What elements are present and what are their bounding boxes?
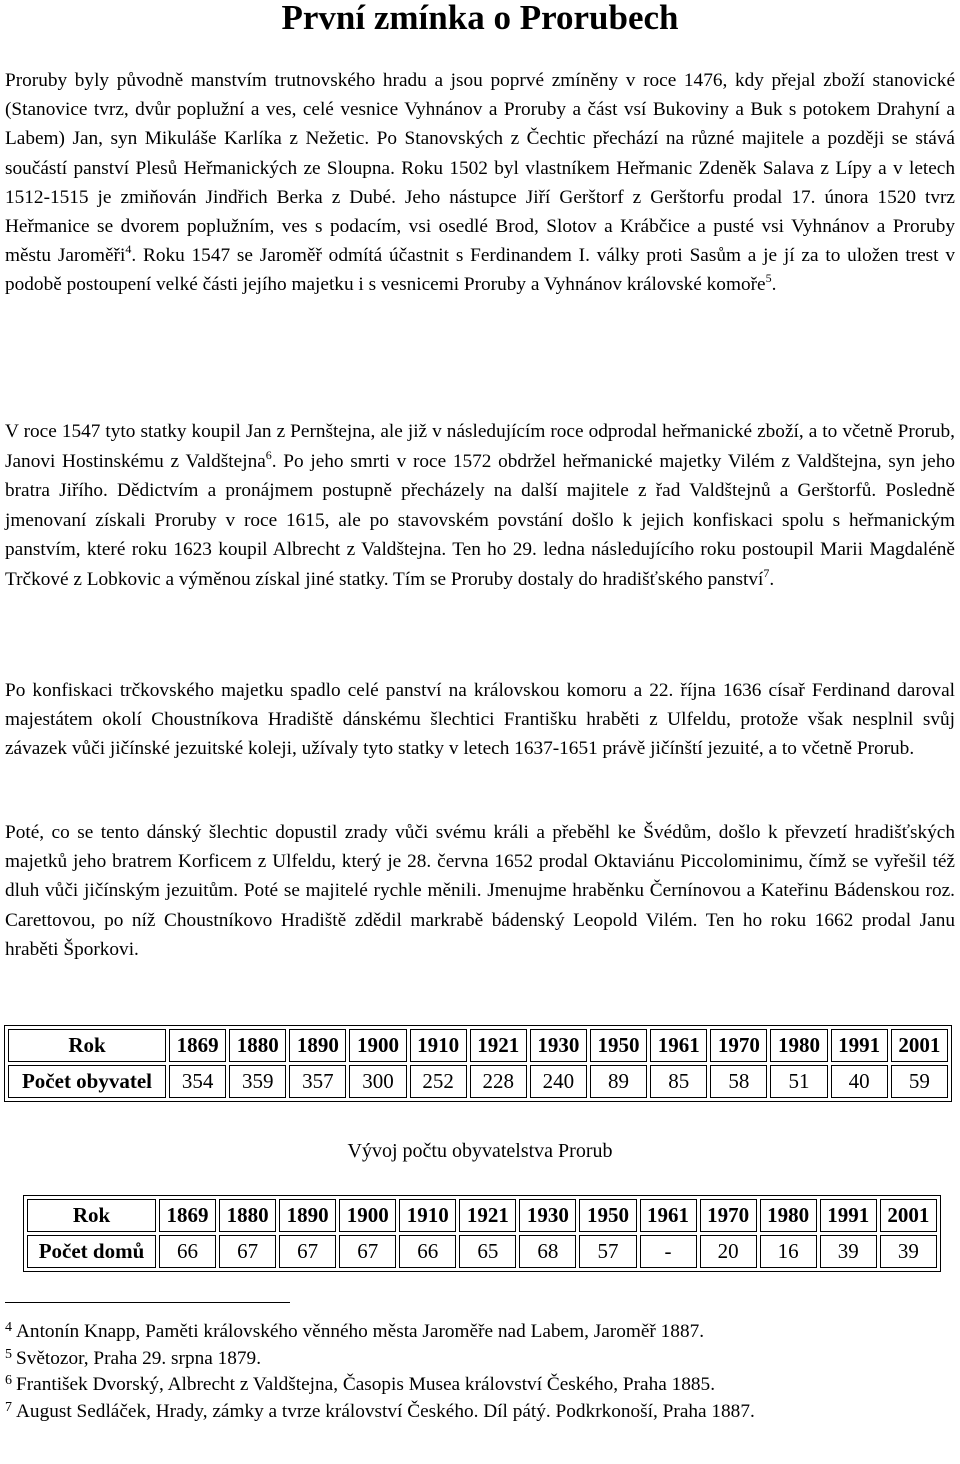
- footnote-ref-5: 5: [765, 271, 772, 286]
- population-value-cell: 59: [891, 1065, 948, 1098]
- footnote-item: [5, 1372, 955, 1398]
- footnote-number: 5: [5, 1346, 12, 1362]
- houses-value-cell: 66: [399, 1235, 456, 1268]
- population-year-cell: 2001: [891, 1029, 948, 1062]
- population-value-cell: 228: [470, 1065, 527, 1098]
- population-year-cell: 1890: [289, 1029, 346, 1062]
- houses-year-cell: 1900: [339, 1199, 396, 1232]
- table-caption: Vývoj počtu obyvatelstva Prorub: [347, 1140, 613, 1162]
- houses-value-cell: 67: [339, 1235, 396, 1268]
- houses-year-cell: 1930: [519, 1199, 576, 1232]
- houses-value-cell: 20: [700, 1235, 757, 1268]
- houses-value-cell: 68: [519, 1235, 576, 1268]
- page-title: První zmínka o Prorubech: [281, 0, 679, 37]
- houses-year-cell: 1880: [219, 1199, 276, 1232]
- population-value-cell: 240: [530, 1065, 587, 1098]
- paragraph-1-text-a: Proruby byly původně manstvím trutnovského hradu a jsou poprvé zmíněny v roce 1476, kdy přejal zboží stanovické (Stanovice tvrz, dvůr poplužní a ves, celé vesnice Vyhnánov a Proruby a část vsí Bukoviny a Buk s potokem Drahyní a Labem) Jan, syn Mikuláše Karlíka z Nežetic. Po Stanovských z Čechtic přechází na různé majitele a později se stává součástí panství Plesů Heřmanických ze Sloupna. Roku 1502 byl vlastníkem Heřmanic Zdeněk Salava z Lípy a v letech 1512-1515 je zmiňován Jindřich Berka z Dubé. Jeho nástupce Jiří Gerštorf z Gerštorfu prodal 17. února 1520 tvrz Heřmanice se dvorem poplužním, ves s podacím, vsi osedlé Brod, Slotov a Krábčice a pusté vsi Vyhnánov a Proruby městu Jaroměři: [5, 70, 955, 267]
- footnote-item: [5, 1319, 955, 1345]
- paragraph-2-text-a: V roce 1547 tyto statky koupil Jan z Pernštejna, ale již v následujícím roce odprodal heřmanické zboží, a to včetně Prorub, Janovi Hostinskému z Valdštejna: [5, 421, 955, 472]
- houses-year-cell: 2001: [880, 1199, 937, 1232]
- footnote-ref-4: 4: [125, 242, 132, 257]
- houses-row-label-count: Počet domů: [27, 1235, 156, 1268]
- population-value-cell: 359: [229, 1065, 286, 1098]
- population-value-cell: 357: [289, 1065, 346, 1098]
- population-value-cell: 40: [831, 1065, 888, 1098]
- houses-value-cell: 39: [820, 1235, 877, 1268]
- houses-value-cell: 67: [279, 1235, 336, 1268]
- footnotes: [5, 1319, 955, 1424]
- footnote-ref-7: 7: [763, 565, 770, 580]
- footnote-text: August Sedláček, Hrady, zámky a tvrze království Českého. Díl pátý. Podkrkonoší, Praha 1887.: [16, 1400, 755, 1422]
- population-table: [4, 1025, 952, 1102]
- population-year-cell: 1930: [530, 1029, 587, 1062]
- houses-year-row: [27, 1199, 937, 1232]
- population-year-cell: 1991: [831, 1029, 888, 1062]
- population-year-cell: 1910: [410, 1029, 467, 1062]
- footnote-number: 6: [5, 1373, 12, 1388]
- population-row-label-year: Rok: [8, 1029, 166, 1062]
- population-year-cell: 1980: [770, 1029, 827, 1062]
- footnote-item: [5, 1346, 955, 1372]
- houses-year-cell: 1910: [399, 1199, 456, 1232]
- paragraph-1-text-c: .: [771, 274, 777, 296]
- population-value-cell: 89: [590, 1065, 647, 1098]
- paragraph-1: [5, 66, 955, 300]
- population-year-cell: 1900: [349, 1029, 406, 1062]
- houses-value-row: [27, 1235, 937, 1268]
- population-value-cell: 51: [770, 1065, 827, 1098]
- population-year-cell: 1950: [590, 1029, 647, 1062]
- houses-value-cell: -: [640, 1235, 697, 1268]
- population-year-cell: 1921: [470, 1029, 527, 1062]
- paragraph-2-text-c: .: [769, 568, 775, 590]
- paragraph-3: Po konfiskaci trčkovského majetku spadlo celé panství na královskou komoru a 22. října 1636 císař Ferdinand daroval majestátem okolí Choustníkova Hradiště dánskému šlechtici Františku hraběti z Ulfeldu, protože však nesplnil svůj závazek vůči jičínské jezuitské koleji, užívaly tyto statky v letech 1637-1651 právě jičínští jezuité, a to včetně Prorub.: [5, 680, 955, 760]
- paragraph-2: [5, 417, 955, 595]
- population-row-label-count: Počet obyvatel: [8, 1065, 166, 1098]
- houses-year-cell: 1961: [640, 1199, 697, 1232]
- footnote-text: František Dvorský, Albrecht z Valdštejna, Časopis Musea království Českého, Praha 1885.: [16, 1374, 716, 1395]
- houses-table: [23, 1195, 941, 1272]
- population-year-cell: 1869: [169, 1029, 226, 1062]
- footnote-item: [5, 1399, 955, 1425]
- houses-value-cell: 57: [579, 1235, 636, 1268]
- population-year-cell: 1961: [650, 1029, 707, 1062]
- houses-year-cell: 1890: [279, 1199, 336, 1232]
- paragraph-1-text-b: . Roku 1547 se Jaroměř odmítá účastnit s Ferdinandem I. války proti Sasům a je jí za to uložen trest v podobě postoupení velké části jejího majetku i s vesnicemi Proruby a Vyhnánov královské komoře: [5, 245, 955, 296]
- population-value-cell: 85: [650, 1065, 707, 1098]
- houses-year-cell: 1950: [579, 1199, 636, 1232]
- population-year-cell: 1970: [710, 1029, 767, 1062]
- houses-value-cell: 16: [760, 1235, 817, 1268]
- houses-year-cell: 1921: [459, 1199, 516, 1232]
- population-value-row: [8, 1065, 948, 1098]
- population-value-cell: 252: [410, 1065, 467, 1098]
- houses-year-cell: 1991: [820, 1199, 877, 1232]
- houses-value-cell: 66: [159, 1235, 216, 1268]
- footnote-text: Světozor, Praha 29. srpna 1879.: [16, 1347, 262, 1369]
- footnote-ref-6: 6: [265, 447, 272, 462]
- houses-row-label-year: Rok: [27, 1199, 156, 1232]
- footnote-number: 4: [5, 1320, 12, 1335]
- population-value-cell: 300: [349, 1065, 406, 1098]
- population-value-cell: 354: [169, 1065, 226, 1098]
- houses-value-cell: 65: [459, 1235, 516, 1268]
- houses-value-cell: 39: [880, 1235, 937, 1268]
- population-value-cell: 58: [710, 1065, 767, 1098]
- population-year-row: [8, 1029, 948, 1062]
- paragraph-2-text-b: . Po jeho smrti v roce 1572 obdržel heřmanické majetky Vilém z Valdštejna, syn jeho bratra Jiřího. Dědictvím a pronájmem postupně přecházely na další majitele z řad Valdštejnů a Gerštorfů. Posledně jmenovaní získali Proruby v roce 1615, ale po stavovském povstání došlo k jejich konfiskaci spolu s heřmanickým panstvím, které roku 1623 koupil Albrecht z Valdštejna. Ten ho 29. ledna následujícího roku postoupil Marii Magdaléně Trčkové z Lobkovic a výměnou získal jiné statky. Tím se Proruby dostaly do hradišťského panství: [5, 450, 955, 590]
- paragraph-4: Poté, co se tento dánský šlechtic dopustil zrady vůči svému králi a přeběhl ke Švédům, došlo k převzetí hradišťských majetků jeho bratrem Korficem z Ulfeldu, který je 28. června 1652 prodal Oktaviánu Piccolominimu, čímž se vyřešil též dluh vůči jičínským jezuitům. Poté se majitelé rychle měnili. Jmenujme hraběnku Černínovou a Kateřinu Bádenskou roz. Carettovou, po níž Choustníkovo Hradiště zdědil markrabě bádenský Leopold Vilém. Ten ho roku 1662 prodal Janu hraběti Šporkovi.: [5, 822, 955, 960]
- population-year-cell: 1880: [229, 1029, 286, 1062]
- footnote-number: 7: [5, 1399, 12, 1415]
- houses-year-cell: 1980: [760, 1199, 817, 1232]
- houses-year-cell: 1970: [700, 1199, 757, 1232]
- houses-value-cell: 67: [219, 1235, 276, 1268]
- houses-year-cell: 1869: [159, 1199, 216, 1232]
- footnote-text: Antonín Knapp, Paměti královského věnného města Jaroměře nad Labem, Jaroměř 1887.: [16, 1321, 705, 1342]
- footnote-divider: [5, 1302, 290, 1303]
